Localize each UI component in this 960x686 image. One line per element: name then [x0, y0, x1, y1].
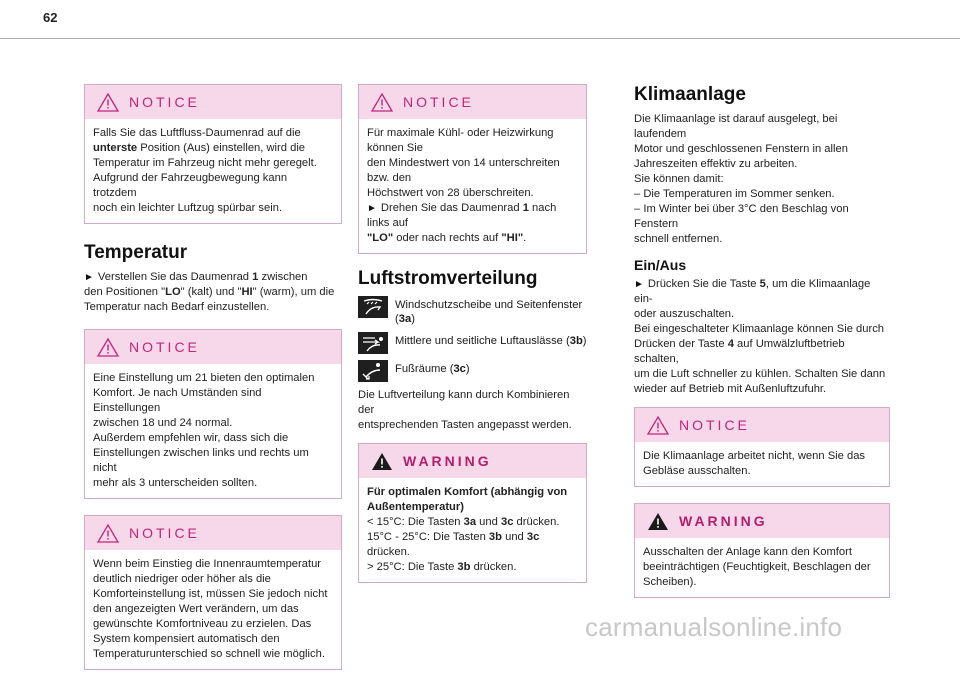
- page-number: 62: [43, 10, 58, 25]
- distribution-item-3a: [358, 296, 587, 326]
- klimaanlage-description: [634, 112, 890, 247]
- notice-text: [85, 550, 341, 669]
- notice-box-interior-temperature: [84, 515, 342, 670]
- column-3: [634, 84, 890, 614]
- text-line: deutlich niedriger oder höher als die: [93, 573, 271, 585]
- warning-box-comfort: [358, 443, 587, 583]
- notice-text: [85, 119, 341, 223]
- notice-title: NOTICE: [679, 417, 750, 433]
- bold-term: 3a: [398, 313, 412, 325]
- text-span: oder nach rechts auf: [393, 232, 502, 244]
- heading-klimaanlage: Klimaanlage: [634, 84, 746, 105]
- text-line: Gebläse ausschalten.: [643, 465, 751, 477]
- text-line: Die Klimaanlage arbeitet nicht, wenn Sie das: [643, 450, 866, 462]
- notice-header: [359, 85, 586, 119]
- bold-term: 5: [759, 278, 766, 290]
- text-line: System kompensiert automatisch den: [93, 633, 280, 645]
- bold-term: LO: [165, 286, 181, 298]
- distribution-note: [358, 388, 587, 433]
- bold-term: "LO": [367, 232, 394, 244]
- text-span: Fußräume (: [395, 363, 454, 375]
- text-line: [367, 530, 576, 560]
- bold-term: 1: [252, 271, 259, 283]
- text-line: Temperatur im Fahrzeug nicht mehr geregelt.: [93, 157, 317, 169]
- notice-title: NOTICE: [129, 525, 200, 541]
- warning-triangle-filled-icon: [647, 512, 669, 531]
- top-divider: [0, 38, 960, 39]
- text-line: entsprechenden Tasten angepasst werden.: [358, 419, 572, 431]
- text-span: auf Umwälzluftbetrieb schalten,: [634, 338, 845, 365]
- warning-header: [635, 504, 889, 538]
- text-span: , um die Klimaanlage ein-: [634, 278, 871, 305]
- bold-term: "HI": [501, 232, 524, 244]
- bold-term: 3b: [488, 531, 502, 543]
- text-line: – Die Temperaturen im Sommer senken.: [634, 188, 835, 200]
- bold-term: 3b: [457, 561, 471, 573]
- text-span: drücken.: [367, 546, 410, 558]
- notice-text: [85, 364, 341, 498]
- text-line: Aufgrund der Fahrzeugbewegung kann trotzdem: [93, 172, 288, 199]
- arrow-icon: ►: [634, 279, 644, 290]
- text-span: Position (Aus) einstellen, wird die: [137, 142, 306, 154]
- temperatur-instruction: [84, 270, 342, 315]
- warning-text: [359, 478, 586, 582]
- text-line: Höchstwert von 28 überschreiten.: [367, 187, 534, 199]
- text-span: Verstellen Sie das Daumenrad: [97, 271, 253, 283]
- text-line: [367, 515, 576, 530]
- distribution-item-3c: [358, 360, 587, 382]
- warning-triangle-icon: [97, 338, 119, 357]
- text-line: mehr als 3 unterscheiden sollten.: [93, 477, 258, 489]
- text-span: ): [465, 363, 470, 375]
- text-line: oder auszuschalten.: [634, 308, 735, 320]
- bold-term: 3b: [569, 335, 583, 347]
- bold-term: 4: [727, 338, 734, 350]
- column-1: [84, 84, 342, 686]
- watermark-text: carmanualsonline.info: [585, 612, 843, 642]
- text-line: Falls Sie das Luftfluss-Daumenrad auf die: [93, 127, 301, 139]
- text-line: [84, 285, 342, 300]
- text-line: Die Luftverteilung kann durch Kombinieren der: [358, 389, 570, 416]
- bold-term: HI: [241, 286, 253, 298]
- text-line: [93, 141, 331, 156]
- heading-ein-aus: Ein/Aus: [634, 257, 687, 273]
- column-2: [358, 84, 587, 599]
- text-line: [367, 201, 576, 231]
- heading-luftstromverteilung: Luftstromverteilung: [358, 268, 538, 289]
- bold-term: 3c: [500, 516, 514, 528]
- text-line: Temperatur nach Bedarf einzustellen.: [84, 301, 270, 313]
- text-line: Bei eingeschalteter Klimaanlage können Sie durch: [634, 323, 885, 335]
- text-line: Die Klimaanlage ist darauf ausgelegt, bei laufendem: [634, 113, 838, 140]
- text-line: Ausschalten der Anlage kann den Komfort: [643, 546, 852, 558]
- warning-triangle-icon: [97, 93, 119, 112]
- notice-header: [85, 85, 341, 119]
- text-line: wieder auf Betrieb mit Außenluftzufuhr.: [634, 383, 827, 395]
- text-line: Für optimalen Komfort (abhängig von: [367, 486, 568, 498]
- text-line: [367, 231, 576, 246]
- text-span: > 25°C: Die Taste: [367, 561, 458, 573]
- text-line: [634, 337, 890, 367]
- text-span: den Positionen ": [84, 286, 166, 298]
- text-span: Windschutzscheibe und Seitenfenster (: [395, 299, 583, 325]
- text-line: Sie können damit:: [634, 173, 724, 185]
- text-span: Drehen Sie das Daumenrad: [380, 202, 523, 214]
- heading-temperatur: Temperatur: [84, 242, 188, 263]
- text-line: noch ein leichter Luftzug spürbar sein.: [93, 202, 283, 214]
- bold-term: 1: [522, 202, 529, 214]
- notice-box-airflow: [84, 84, 342, 224]
- text-line: den Mindestwert von 14 unterschreiten bzw. den: [367, 157, 560, 184]
- distribution-item-3b: [358, 332, 587, 354]
- text-line: Komforteinstellung ist, müssen Sie jedoch nicht: [93, 588, 328, 600]
- notice-text: [635, 442, 889, 486]
- text-span: nach links auf: [367, 202, 557, 229]
- text-span: und: [501, 531, 527, 543]
- text-line: schnell entfernen.: [634, 233, 723, 245]
- text-line: Wenn beim Einstieg die Innenraumtemperatur: [93, 558, 322, 570]
- distribution-label: [395, 298, 587, 326]
- warning-box-switch-off: [634, 503, 890, 598]
- text-line: [634, 277, 890, 307]
- text-span: Mittlere und seitliche Luftauslässe (: [395, 335, 570, 347]
- text-line: – Im Winter bei über 3°C den Beschlag von Fenstern: [634, 203, 849, 230]
- footwell-airflow-icon: [358, 360, 388, 382]
- text-span: 15°C - 25°C: Die Tasten: [367, 531, 489, 543]
- text-line: Jahreszeiten effektiv zu arbeiten.: [634, 158, 798, 170]
- bold-term: unterste: [93, 142, 138, 154]
- text-span: drücken.: [470, 561, 517, 573]
- text-span: zwischen: [258, 271, 308, 283]
- text-span: " (warm), um die: [252, 286, 335, 298]
- distribution-label: [395, 334, 587, 348]
- notice-text: [359, 119, 586, 253]
- text-span: ): [582, 335, 587, 347]
- arrow-icon: ►: [367, 203, 377, 214]
- warning-title: WARNING: [403, 453, 492, 469]
- ein-aus-instruction: [634, 277, 890, 397]
- notice-box-max-effect: [358, 84, 587, 254]
- text-span: " (kalt) und ": [180, 286, 242, 298]
- text-line: [84, 270, 342, 285]
- text-line: zwischen 18 und 24 normal.: [93, 417, 233, 429]
- warning-title: WARNING: [679, 513, 768, 529]
- text-line: Scheiben).: [643, 576, 697, 588]
- warning-triangle-icon: [371, 93, 393, 112]
- bold-term: 3c: [453, 363, 466, 375]
- notice-title: NOTICE: [403, 94, 474, 110]
- arrow-icon: ►: [84, 272, 94, 283]
- text-line: den angezeigten Wert verändern, um das: [93, 603, 299, 615]
- notice-header: [85, 330, 341, 364]
- text-line: Komfort. Je nach Umständen sind Einstellungen: [93, 387, 262, 414]
- warning-triangle-icon: [647, 416, 669, 435]
- warning-triangle-filled-icon: [371, 452, 393, 471]
- notice-header: [85, 516, 341, 550]
- text-span: < 15°C: Die Tasten: [367, 516, 464, 528]
- text-line: Für maximale Kühl- oder Heizwirkung können Sie: [367, 127, 554, 154]
- text-line: Außerdem empfehlen wir, dass sich die: [93, 432, 289, 444]
- warning-triangle-icon: [97, 524, 119, 543]
- text-span: und: [476, 516, 501, 528]
- warning-header: [359, 444, 586, 478]
- notice-box-fan-off: [634, 407, 890, 487]
- text-span: Drücken der Taste: [634, 338, 728, 350]
- text-line: um die Luft schneller zu kühlen. Schalten Sie dann: [634, 368, 886, 380]
- text-line: Eine Einstellung um 21 bieten den optimalen: [93, 372, 315, 384]
- text-line: Temperaturunterschied so schnell wie möglich.: [93, 648, 325, 660]
- bold-term: 3c: [526, 531, 540, 543]
- bold-term: 3a: [463, 516, 477, 528]
- text-line: Einstellungen zwischen links und rechts um nicht: [93, 447, 309, 474]
- text-span: drücken.: [513, 516, 560, 528]
- notice-title: NOTICE: [129, 339, 200, 355]
- text-line: Außentemperatur): [367, 501, 464, 513]
- text-line: Motor und geschlossenen Fenstern in allen: [634, 143, 848, 155]
- text-span: Drücken Sie die Taste: [647, 278, 760, 290]
- text-line: beeinträchtigen (Feuchtigkeit, Beschlagen der: [643, 561, 871, 573]
- notice-box-temperature-range: [84, 329, 342, 499]
- notice-title: NOTICE: [129, 94, 200, 110]
- text-span: ): [411, 313, 415, 325]
- windshield-airflow-icon: [358, 296, 388, 318]
- notice-header: [635, 408, 889, 442]
- face-vent-airflow-icon: [358, 332, 388, 354]
- text-line: gewünschte Komfortniveau zu erzielen. Das: [93, 618, 312, 630]
- warning-text: [635, 538, 889, 597]
- distribution-label: [395, 362, 470, 376]
- text-line: [367, 560, 576, 575]
- text-span: .: [523, 232, 527, 244]
